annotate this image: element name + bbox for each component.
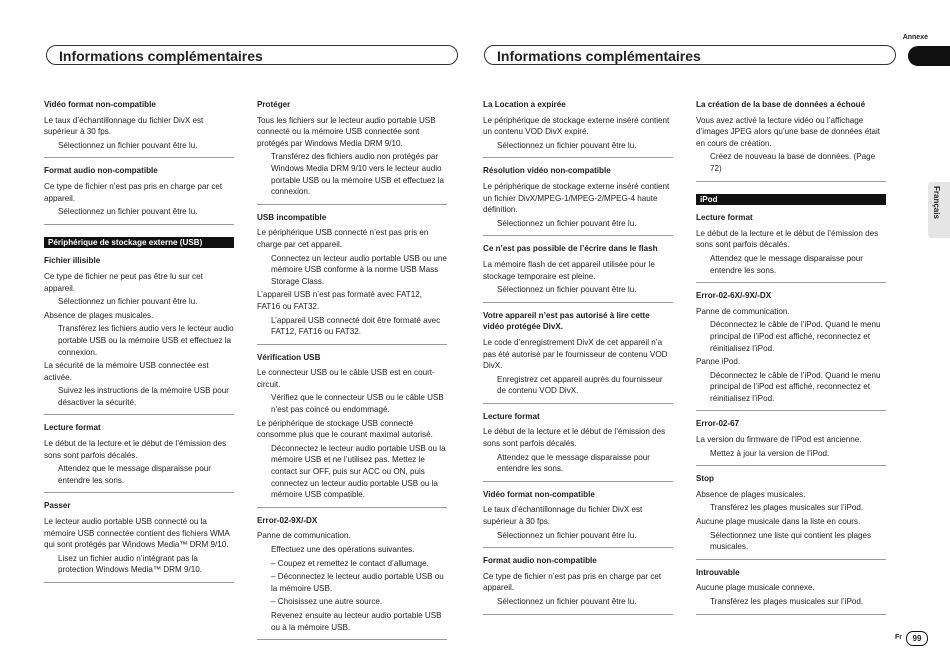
remedy-text: – Déconnectez le lecteur audio portable USB ou la mémoire USB. bbox=[271, 572, 444, 593]
message-section bbox=[44, 255, 234, 415]
cause-text: La sécurité de la mémoire USB connectée est activée. bbox=[44, 361, 209, 382]
remedy-text: Attendez que le message disparaisse pour entendre les sons. bbox=[58, 464, 211, 485]
remedy-text: Attendez que le message disparaisse pour entendre les sons. bbox=[710, 253, 863, 275]
message-section bbox=[696, 99, 886, 182]
message-title: Fichier illisible bbox=[44, 256, 101, 266]
section-bar: iPod bbox=[696, 194, 886, 206]
remedy-text: – Choisissez une autre source. bbox=[271, 597, 383, 607]
remedy-text: Connectez un lecteur audio portable USB ou une mémoire USB conforme à la norme USB Mass Storage Class. bbox=[271, 253, 447, 286]
remedy-text: Déconnectez le lecteur audio portable USB ou la mémoire USB et ne l’utilisez pas. Mettez le contact sur OFF, puis sur ACC ou ON, puis connectez un lecteur audio portable USB ou la mémoire USB compatible. bbox=[271, 443, 446, 500]
column-1 bbox=[44, 97, 234, 590]
message-section bbox=[44, 500, 234, 583]
remedy-text: Transférez les plages musicales sur l’iPod. bbox=[710, 503, 864, 513]
message-section bbox=[483, 165, 673, 236]
message-section bbox=[483, 243, 673, 302]
remedy-text: Sélectionnez un fichier pouvant être lu. bbox=[497, 530, 637, 540]
message-title: La Location a expirée bbox=[483, 100, 566, 109]
remedy-text: L’appareil USB connecté doit être formaté avec FAT12, FAT16 ou FAT32. bbox=[271, 315, 441, 337]
page-number: 99 bbox=[906, 631, 928, 646]
remedy-text: Déconnectez le câble de l’iPod. Quand le menu principal de l’iPod est affiché, reconnectez et réinitialisez l’iPod. bbox=[710, 370, 881, 403]
message-title: Error-02-6X/-9X/-DX bbox=[696, 291, 772, 301]
cause-text: La mémoire flash de cet appareil utilisée pour le stockage temporaire est pleine. bbox=[483, 259, 655, 281]
message-section bbox=[44, 165, 234, 224]
remedy-text: Mettez à jour la version de l’iPod. bbox=[710, 448, 830, 458]
remedy-text: Créez de nouveau la base de données. (Page 72) bbox=[710, 152, 876, 173]
cause-text: Le connecteur USB ou le câble USB est en court-circuit. bbox=[257, 368, 435, 389]
message-title: La création de la base de données a échoué bbox=[696, 100, 866, 109]
remedy-text: Déconnectez le câble de l’iPod. Quand le menu principal de l’iPod est affiché, reconnectez et réinitialisez l’iPod. bbox=[710, 320, 881, 353]
remedy-text: – Coupez et remettez le contact d’allumage. bbox=[271, 558, 429, 568]
remedy-text: Vérifiez que le connecteur USB ou le câble USB n’est pas coincé ou endommagé. bbox=[271, 393, 444, 415]
cause-text: Panne iPod. bbox=[696, 357, 741, 367]
message-section bbox=[257, 212, 447, 345]
remedy-text: Sélectionnez un fichier pouvant être lu. bbox=[58, 140, 198, 150]
message-title: Votre appareil n’est pas autorisé à lire cette vidéo protégée DivX. bbox=[483, 310, 650, 332]
remedy-text: Revenez ensuite au lecteur audio portable USB ou à la mémoire USB. bbox=[271, 610, 442, 632]
cause-text: Le périphérique de stockage externe inséré contient un contenu VOD DivX expiré. bbox=[483, 115, 670, 137]
message-title: Protéger bbox=[257, 100, 291, 109]
cause-text: Le début de la lecture et le début de l’émission des sons sont parfois décalés. bbox=[44, 439, 227, 460]
cause-text: Panne de communication. bbox=[696, 306, 790, 316]
message-section bbox=[257, 99, 447, 205]
message-title: Lecture format bbox=[483, 411, 540, 421]
cause-text: Ce type de fichier n’est pas pris en charge par cet appareil. bbox=[44, 181, 223, 203]
message-section bbox=[44, 99, 234, 158]
column-4 bbox=[696, 97, 886, 622]
remedy-text: Sélectionnez un fichier pouvant être lu. bbox=[58, 207, 198, 217]
message-section bbox=[483, 489, 673, 548]
cause-text: Le code d’enregistrement DivX de cet appareil n’a pas été autorisé par le fournisseur de contenu VOD DivX. bbox=[483, 337, 668, 371]
message-title: Lecture format bbox=[696, 213, 753, 223]
column-3 bbox=[483, 97, 673, 622]
message-title: Passer bbox=[44, 501, 71, 511]
cause-text: Le taux d’échantillonnage du fichier DivX est supérieur à 30 fps. bbox=[483, 505, 643, 527]
message-section bbox=[257, 352, 447, 508]
footer-lang: Fr bbox=[895, 634, 902, 641]
message-title: Résolution vidéo non-compatible bbox=[483, 166, 611, 176]
message-section bbox=[696, 212, 886, 283]
cause-text: La version du firmware de l’iPod est ancienne. bbox=[696, 435, 862, 445]
remedy-text: Suivez les instructions de la mémoire USB pour désactiver la sécurité. bbox=[58, 386, 229, 407]
message-section bbox=[696, 473, 886, 560]
remedy-text: Enregistrez cet appareil auprès du fournisseur de contenu VOD DivX. bbox=[497, 374, 663, 396]
remedy-text: Effectuez une des opérations suivantes. bbox=[271, 545, 415, 554]
message-title: Vérification USB bbox=[257, 352, 321, 362]
cause-text: Le périphérique de stockage externe inséré contient un fichier DivX/MPEG-1/MPEG-2/MPEG-4 haute définition. bbox=[483, 181, 670, 215]
cause-text: Ce type de fichier n’est pas pris en charge par cet appareil. bbox=[483, 571, 662, 593]
remedy-text: Sélectionnez un fichier pouvant être lu. bbox=[497, 218, 637, 228]
cause-text: Le périphérique USB connecté n’est pas pris en charge par cet appareil. bbox=[257, 228, 429, 249]
cause-text: Le périphérique de stockage USB connecté consomme plus que le courant maximal autorisé. bbox=[257, 418, 433, 440]
message-section bbox=[483, 310, 673, 404]
message-section bbox=[483, 411, 673, 482]
message-section bbox=[483, 555, 673, 614]
remedy-text: Sélectionnez un fichier pouvant être lu. bbox=[497, 140, 637, 150]
header-left: Informations complémentaires bbox=[46, 45, 458, 65]
cause-text: Le début de la lecture et le début de l’émission des sons sont parfois décalés. bbox=[483, 427, 666, 449]
message-title: Vidéo format non-compatible bbox=[483, 489, 595, 499]
cause-text: Absence de plages musicales. bbox=[696, 489, 806, 499]
header-right: Informations complémentaires bbox=[484, 45, 896, 65]
column-2 bbox=[257, 97, 447, 647]
remedy-text: Sélectionnez un fichier pouvant être lu. bbox=[497, 285, 637, 295]
annexe-label: Annexe bbox=[902, 34, 928, 41]
message-section bbox=[257, 515, 447, 640]
message-section bbox=[483, 99, 673, 158]
message-title: Error-02-9X/-DX bbox=[257, 515, 318, 525]
message-section bbox=[696, 290, 886, 411]
cause-text: Le taux d’échantillonnage du fichier DivX est supérieur à 30 fps. bbox=[44, 115, 204, 137]
remedy-text: Sélectionnez un fichier pouvant être lu. bbox=[497, 597, 637, 606]
remedy-text: Sélectionnez un fichier pouvant être lu. bbox=[58, 297, 198, 307]
message-title: Stop bbox=[696, 474, 714, 484]
remedy-text: Sélectionnez une liste qui contient les plages musicales. bbox=[710, 530, 872, 552]
cause-text: Le début de la lecture et le début de l’émission des sons sont parfois décalés. bbox=[696, 228, 879, 250]
message-title: USB incompatible bbox=[257, 212, 327, 222]
message-section bbox=[696, 418, 886, 466]
message-title: Introuvable bbox=[696, 567, 740, 577]
section-bar: Périphérique de stockage externe (USB) bbox=[44, 237, 234, 249]
message-title: Ce n’est pas possible de l’écrire dans le flash bbox=[483, 244, 658, 254]
cause-text: Ce type de fichier ne peut pas être lu sur cet appareil. bbox=[44, 271, 203, 293]
remedy-text: Transférez les fichiers audio vers le lecteur audio portable USB ou la mémoire USB et effectuez la connexion. bbox=[58, 324, 234, 357]
remedy-text: Transférez des fichiers audio non protégés par Windows Media DRM 9/10 vers le lecteur audio portable USB ou la mémoire USB et effectuez la connexion. bbox=[271, 152, 445, 197]
remedy-text: Transférez les plages musicales sur l’iPod. bbox=[710, 597, 864, 606]
message-title: Format audio non-compatible bbox=[483, 556, 597, 566]
message-section bbox=[696, 567, 886, 615]
message-section bbox=[44, 422, 234, 493]
message-title: Error-02-67 bbox=[696, 419, 740, 429]
cause-text: L’appareil USB n’est pas formaté avec FAT12, FAT16 ou FAT32. bbox=[257, 290, 422, 311]
cause-text: Aucune plage musicale dans la liste en cours. bbox=[696, 517, 861, 527]
cause-text: Panne de communication. bbox=[257, 531, 351, 541]
cause-text: Le lecteur audio portable USB connecté ou la mémoire USB connectée contient des fichiers WMA qui sont protégés par Windows Media™ DRM 9/10. bbox=[44, 517, 230, 550]
remedy-text: Attendez que le message disparaisse pour entendre les sons. bbox=[497, 452, 650, 474]
language-tab bbox=[928, 182, 950, 238]
message-title: Format audio non-compatible bbox=[44, 166, 158, 176]
language-tab-label: Français bbox=[932, 186, 941, 219]
remedy-text: Lisez un fichier audio n’intégrant pas la protection Windows Media™ DRM 9/10. bbox=[58, 553, 202, 575]
cause-text: Absence de plages musicales. bbox=[44, 310, 154, 320]
cause-text: Aucune plage musicale connexe. bbox=[696, 583, 815, 593]
message-title: Lecture format bbox=[44, 423, 101, 433]
cause-text: Vous avez activé la lecture vidéo ou l’affichage d’images JPEG alors qu’une base de données était en cours de création. bbox=[696, 115, 881, 148]
message-title: Vidéo format non-compatible bbox=[44, 100, 156, 109]
cause-text: Tous les fichiers sur le lecteur audio portable USB connecté ou la mémoire USB connectée sont protégés par Windows Media DRM 9/10. bbox=[257, 115, 436, 148]
corner-tab bbox=[908, 46, 950, 66]
